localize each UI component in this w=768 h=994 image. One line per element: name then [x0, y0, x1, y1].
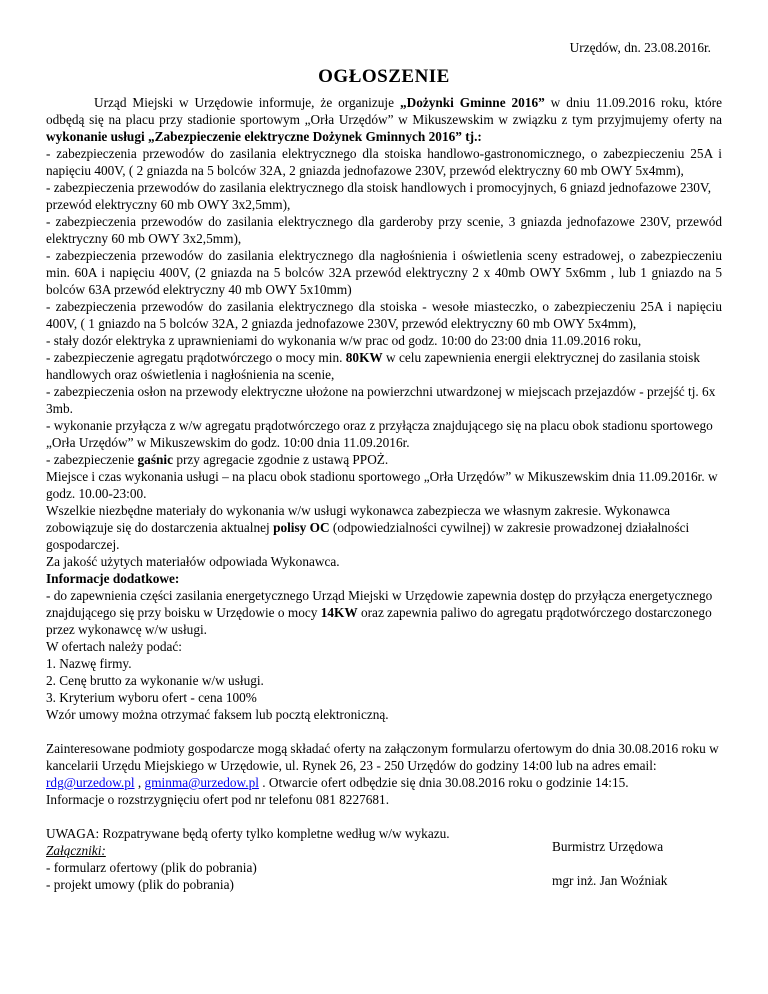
extra-text-2: oraz zapewnia paliwo do agregatu prądotwórczego dostarczonego przez wykonawcę w/w usługi. [46, 605, 712, 637]
agregat-power: 80KW [345, 350, 383, 365]
email-link-gminma[interactable]: gminma@urzedow.pl [144, 775, 259, 790]
materials-text-2: (odpowiedzialności cywilnej) w zakresie prowadzonej działalności gospodarczej. [46, 520, 690, 552]
list-item: - zabezpieczenia przewodów do zasilania elektrycznego dla nagłośnienia i oświetlenia sceny estradowej, o zabezpieczeniu min. 60A i napięciu 400V, (2 gniazda na 5 bolców 32A przewód elektryczny 2 x 40mb OWY 5x6mm , lub 1 gniazdo na 5 bolców 63A przewód elektryczny 40 mb OWY 5x10mm) [46, 248, 722, 297]
note-paragraph: UWAGA: Rozpatrywane będą oferty tylko kompletne według w/w wykazu. [46, 826, 450, 841]
event-name: „Dożynki Gminne 2016” [399, 95, 545, 110]
date-line: Urzędów, dn. 23.08.2016r. [569, 40, 711, 55]
submission-text-1: Zainteresowane podmioty gospodarcze mogą składać oferty na załączonym formularzu ofertowym do dnia 30.08.2016 roku w kancelarii Urzędu Miejskiego w Urzędowie, ul. Rynek 26, 23 - 250 Urzędów do godziny 14:00 lub na adres email: [46, 741, 719, 773]
gasnic-word: gaśnic [137, 452, 173, 467]
list-item: - wykonanie przyłącza z w/w agregatu prądotwórczego oraz z przyłącza znajdującego się na placu obok stadionu sportowego „Orła Urzędów” w Mikuszewskim do godz. 10:00 dnia 11.09.2016r. [46, 418, 713, 450]
submission-text-2: . Otwarcie ofert odbędzie się dnia 30.08.2016 roku o godzinie 14:15. [258, 775, 629, 790]
attachment-item: - projekt umowy (plik do pobrania) [46, 877, 234, 892]
signature-title: Burmistrz Urzędowa [552, 839, 664, 854]
offer-item: 3. Kryterium wyboru ofert - cena 100% [46, 690, 257, 705]
result-info: Informacje o rozstrzygnięciu ofert pod nr telefonu 081 8227681. [46, 792, 390, 807]
email-link-rdg[interactable]: rdg@urzedow.pl [46, 775, 135, 790]
extra-heading-text: Informacje dodatkowe: [46, 571, 180, 586]
list-item: - zabezpieczenia przewodów do zasilania elektrycznego dla garderoby przy scenie, 3 gniazda jednofazowe 230V, przewód elektryczny 60 mb OWY 3x2,5mm), [46, 214, 722, 246]
agregat-text-2: w celu zapewnienia energii elektrycznej do zasilania stoisk handlowych oraz oświetlenia i nagłośnienia na scenie, [46, 350, 700, 382]
attachment-item: - formularz ofertowy (plik do pobrania) [46, 860, 257, 875]
materials-text-1: Wszelkie niezbędne materiały do wykonania w/w usługi wykonawca zabezpiecza we własnym zakresie. Wykonawca zobowiązuje się do dostarczenia aktualnej [46, 503, 671, 535]
extra-heading [46, 570, 722, 587]
extra-power: 14KW [320, 605, 358, 620]
submission-paragraph [46, 740, 722, 791]
offer-item: 1. Nazwę firmy. [46, 656, 132, 671]
spacer [46, 723, 722, 740]
contract-info: Wzór umowy można otrzymać faksem lub pocztą elektroniczną. [46, 707, 389, 722]
service-name: wykonanie usługi „Zabezpieczenie elektryczne Dożynek Gminnych 2016” tj.: [46, 129, 482, 144]
spacer [46, 808, 722, 825]
extra-text-1: - do zapewnienia części zasilania energetycznego Urząd Miejski w Urzędowie zapewnia dostęp do przyłącza energetycznego znajdującego się przy boisku w Urzędowie o mocy [46, 588, 713, 620]
list-item: - zabezpieczenia przewodów do zasilania elektrycznego dla stoisk handlowych i promocyjnych, 6 gniazd jednofazowe 230V, przewód elektryczny 60 mb OWY 3x2,5mm), [46, 180, 712, 212]
page-title: OGŁOSZENIE [318, 66, 450, 87]
intro-paragraph [46, 94, 722, 145]
agregat-text-1: - zabezpieczenie agregatu prądotwórczego o mocy min. [46, 350, 346, 365]
gasnic-text-1: - zabezpieczenie [46, 452, 138, 467]
list-item-gasnic [46, 451, 722, 468]
offer-heading: W ofertach należy podać: [46, 639, 182, 654]
list-item: - zabezpieczenia przewodów do zasilania elektrycznego dla stoiska handlowo-gastronomicznego, o zabezpieczeniu 25A i napięciu 400V, ( 2 gniazda na 5 bolców 32A, 2 gniazda jednofazowe 230V, przewód elektryczny 60 mb OWY 5x4mm), [46, 146, 722, 178]
intro-text-2: w dniu 11.09.2016 roku, które odbędą się na placu przy stadionie sportowym „Orła Urzędów” w Mikuszewskim w związku z tym przyjmujemy oferty na [46, 95, 722, 127]
gasnic-text-2: przy agregacie zgodnie z ustawą PPOŻ. [173, 452, 389, 467]
intro-text-1: Urząd Miejski w Urzędowie informuje, że organizuje [94, 95, 400, 110]
email-separator: , [134, 775, 145, 790]
list-item: - zabezpieczenia osłon na przewody elektryczne ułożone na powierzchni utwardzonej w miejscach przejazdów - przejść tj. 6x 3mb. [46, 384, 716, 416]
polisa-oc: polisy OC [273, 520, 330, 535]
list-item: - zabezpieczenia przewodów do zasilania elektrycznego dla stoiska - wesołe miasteczko, o zabezpieczeniu 25A i napięciu 400V, ( 1 gniazdo na 5 bolców 32A, 2 gniazda jednofazowe 230V, przewód elektryczny 60 mb OWY 5x4mm), [46, 299, 722, 331]
announcement-body [46, 94, 722, 893]
place-paragraph: Miejsce i czas wykonania usługi – na placu obok stadionu sportowego „Orła Urzędów” w Mikuszewskim dnia 11.09.2016r. w godz. 10.00-23:00. [46, 469, 718, 501]
materials-paragraph [46, 502, 722, 553]
offer-item: 2. Cenę brutto za wykonanie w/w usługi. [46, 673, 264, 688]
quality-paragraph: Za jakość użytych materiałów odpowiada Wykonawca. [46, 554, 340, 569]
attachments-heading-text: Załączniki: [46, 843, 106, 858]
signature-name: mgr inż. Jan Woźniak [552, 873, 668, 888]
extra-paragraph [46, 587, 722, 638]
list-item-agregat [46, 349, 722, 383]
list-item: - stały dozór elektryka z uprawnieniami do wykonania w/w prac od godz. 10:00 do 23:00 dnia 11.09.2016 roku, [46, 333, 642, 348]
